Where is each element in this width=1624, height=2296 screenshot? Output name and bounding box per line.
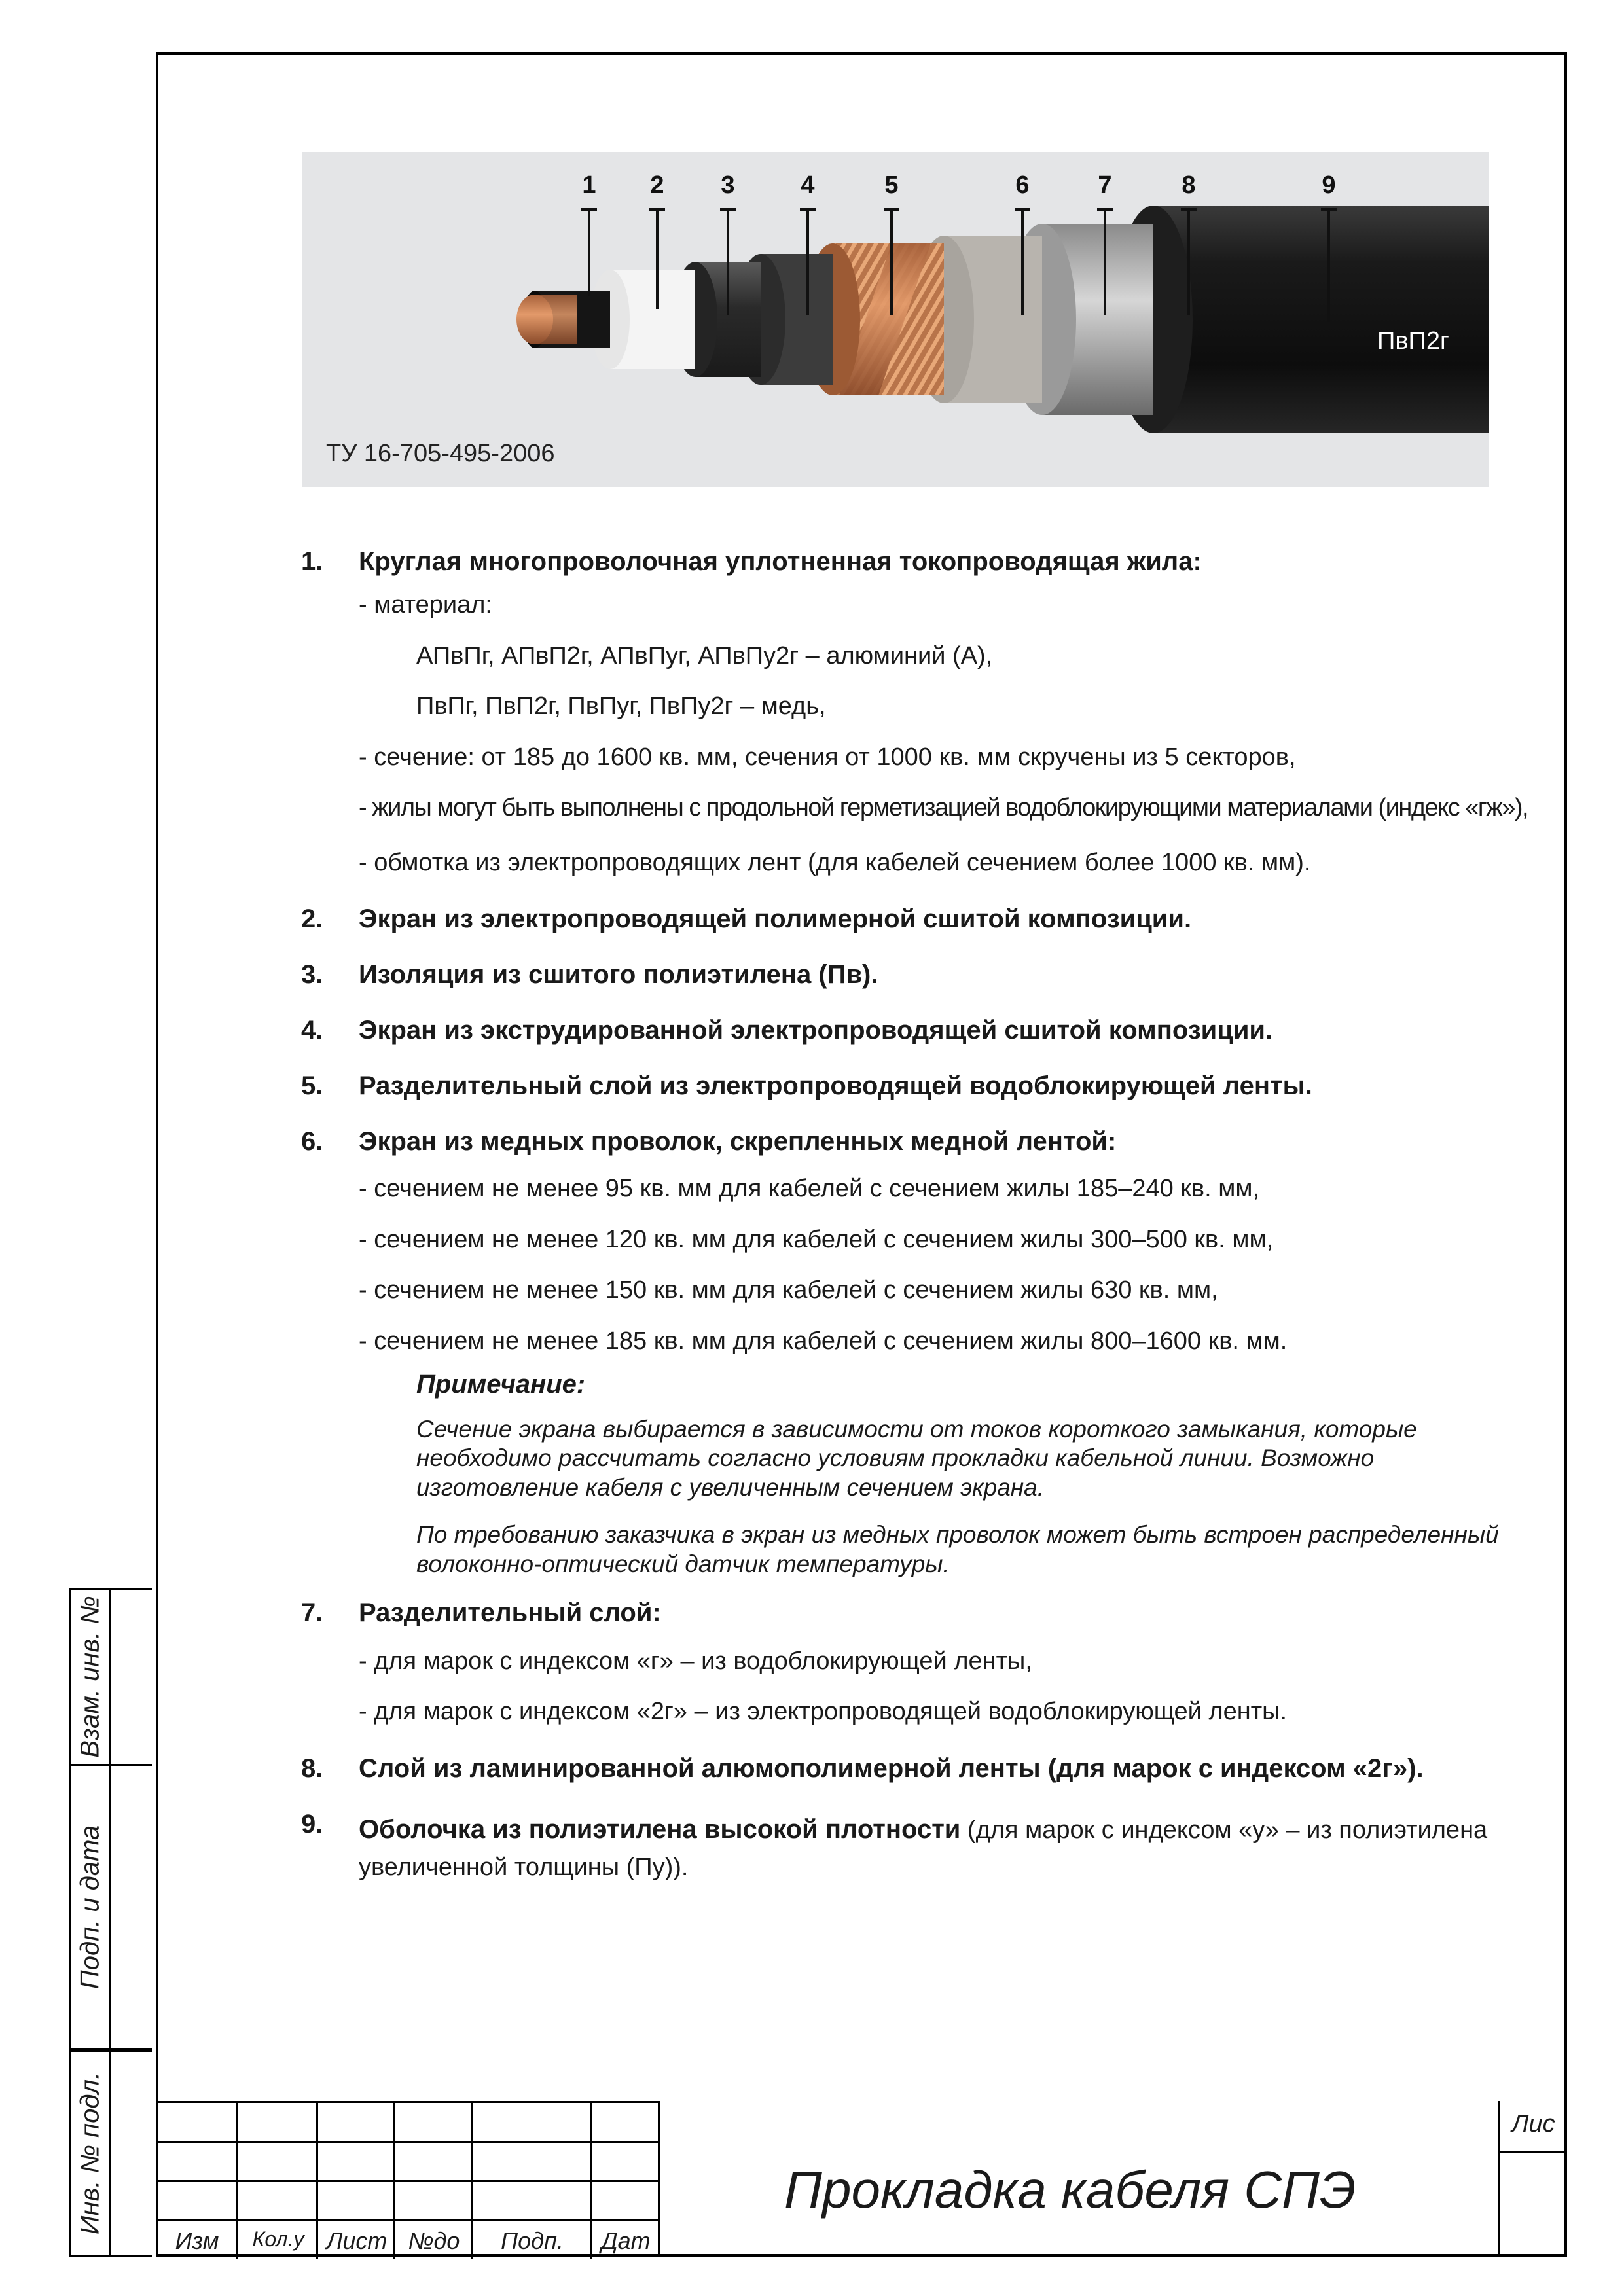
- item-line: - сечением не менее 150 кв. мм для кабелей с сечением жилы 630 кв. мм,: [359, 1276, 1218, 1304]
- item-line: - обмотка из электропроводящих лент (для кабелей сечением более 1000 кв. мм).: [359, 848, 1311, 876]
- col-podp: Подп.: [501, 2227, 564, 2254]
- title-block: [156, 2101, 1567, 2257]
- cable-illustration: [302, 152, 1489, 487]
- layer-list: [301, 547, 1532, 1905]
- item-number: 9.: [301, 1809, 323, 1839]
- item-line: - жилы могут быть выполнены с продольной герметизацией водоблокирующими материалами (индекс «гж»),: [359, 794, 1528, 821]
- callout-7: 7: [1098, 171, 1112, 199]
- col-ndoc: №до: [408, 2227, 460, 2254]
- item-number: 7.: [301, 1598, 323, 1627]
- sheet-number-box: [1498, 2101, 1567, 2257]
- item-number: 1.: [301, 547, 323, 576]
- cable-figure: [302, 152, 1489, 487]
- spec-code: ТУ 16-705-495-2006: [326, 440, 555, 467]
- col-izm: Изм: [175, 2227, 219, 2254]
- cable-brand: ПвП2г: [1377, 327, 1449, 355]
- item-line: - для марок с индексом «2г» – из электропроводящей водоблокирующей ленты.: [359, 1698, 1288, 1726]
- side-field-vzam: [69, 1588, 152, 1766]
- item-heading: Оболочка из полиэтилена высокой плотности: [359, 1814, 961, 1844]
- side-field-inv: [69, 2050, 152, 2257]
- item-heading: Изоляция из сшитого полиэтилена (Пв).: [359, 960, 878, 989]
- document-title: Прокладка кабеля СПЭ: [784, 2161, 1356, 2219]
- col-kolu: Кол.у: [252, 2227, 304, 2251]
- item-heading: Разделительный слой:: [359, 1598, 661, 1627]
- side-label-vzam: Взам. инв. №: [75, 1596, 104, 1758]
- item-line: - сечение: от 185 до 1600 кв. мм, сечения от 1000 кв. мм скручены из 5 секторов,: [359, 743, 1296, 771]
- item-heading: Экран из электропроводящей полимерной сшитой композиции.: [359, 905, 1192, 933]
- callout-5: 5: [884, 171, 899, 199]
- item-heading: Экран из медных проволок, скрепленных медной лентой:: [359, 1127, 1117, 1156]
- col-list: Лист: [326, 2227, 388, 2254]
- revision-grid: [156, 2101, 660, 2257]
- side-field-podp: [69, 1766, 152, 2050]
- callout-9: 9: [1322, 171, 1336, 199]
- list-item: [301, 1754, 1532, 1784]
- list-item: [301, 905, 1532, 934]
- item-heading: Разделительный слой из электропроводящей водоблокирующей ленты.: [359, 1071, 1312, 1100]
- item-line: - материал:: [359, 591, 492, 619]
- callout-8: 8: [1182, 171, 1196, 199]
- list-item: [301, 1598, 1532, 1628]
- item-line: - сечением не менее 120 кв. мм для кабелей с сечением жилы 300–500 кв. мм,: [359, 1225, 1274, 1253]
- note-block: [416, 1370, 1532, 1579]
- item-text: (для марок с индексом «у» – из полиэтилена увеличенной толщины (Пу)).: [359, 1816, 1488, 1881]
- list-item: [301, 1810, 1532, 1886]
- item-line: АПвПг, АПвП2г, АПвПуг, АПвПу2г – алюминий (А),: [416, 641, 993, 670]
- item-heading: Круглая многопроволочная уплотненная токопроводящая жила:: [359, 547, 1202, 576]
- item-number: 2.: [301, 905, 323, 933]
- note-paragraph: По требованию заказчика в экран из медных проволок может быть встроен распределенный волоконно-оптический датчик температуры.: [416, 1521, 1499, 1577]
- item-heading: Слой из ламинированной алюмополимерной ленты (для марок с индексом «2г»).: [359, 1753, 1424, 1783]
- side-label-inv: Инв. № подл.: [75, 2072, 104, 2235]
- item-heading: Экран из экструдированной электропроводящей сшитой композиции.: [359, 1016, 1273, 1045]
- list-item: [301, 1127, 1532, 1157]
- side-label-podp: Подп. и дата: [75, 1825, 104, 1989]
- item-number: 5.: [301, 1071, 323, 1100]
- list-item: [301, 547, 1532, 577]
- sheet-label: Лис: [1511, 2110, 1555, 2138]
- col-date: Дат: [601, 2227, 651, 2254]
- item-line: - для марок с индексом «г» – из водоблокирующей ленты,: [359, 1647, 1032, 1675]
- note-paragraph: Сечение экрана выбирается в зависимости от токов короткого замыкания, которые необходимо рассчитать согласно условиям прокладки кабельной линии. Возможно изготовление кабеля с увеличенным сечением экрана.: [416, 1416, 1417, 1501]
- item-line: - сечением не менее 95 кв. мм для кабелей с сечением жилы 185–240 кв. мм,: [359, 1175, 1260, 1202]
- list-item: [301, 1071, 1532, 1101]
- list-item: [301, 960, 1532, 990]
- callout-1: 1: [582, 171, 596, 199]
- item-number: 4.: [301, 1016, 323, 1045]
- item-number: 3.: [301, 960, 323, 989]
- item-number: 6.: [301, 1127, 323, 1156]
- item-number: 8.: [301, 1753, 323, 1783]
- callout-2: 2: [650, 171, 664, 199]
- item-line: ПвПг, ПвП2г, ПвПуг, ПвПу2г – медь,: [416, 692, 826, 720]
- callout-4: 4: [801, 171, 815, 199]
- item-line: - сечением не менее 185 кв. мм для кабелей с сечением жилы 800–1600 кв. мм.: [359, 1327, 1288, 1355]
- callout-3: 3: [721, 171, 735, 199]
- list-item: [301, 1016, 1532, 1045]
- note-title: Примечание:: [416, 1370, 586, 1399]
- callout-6: 6: [1015, 171, 1030, 199]
